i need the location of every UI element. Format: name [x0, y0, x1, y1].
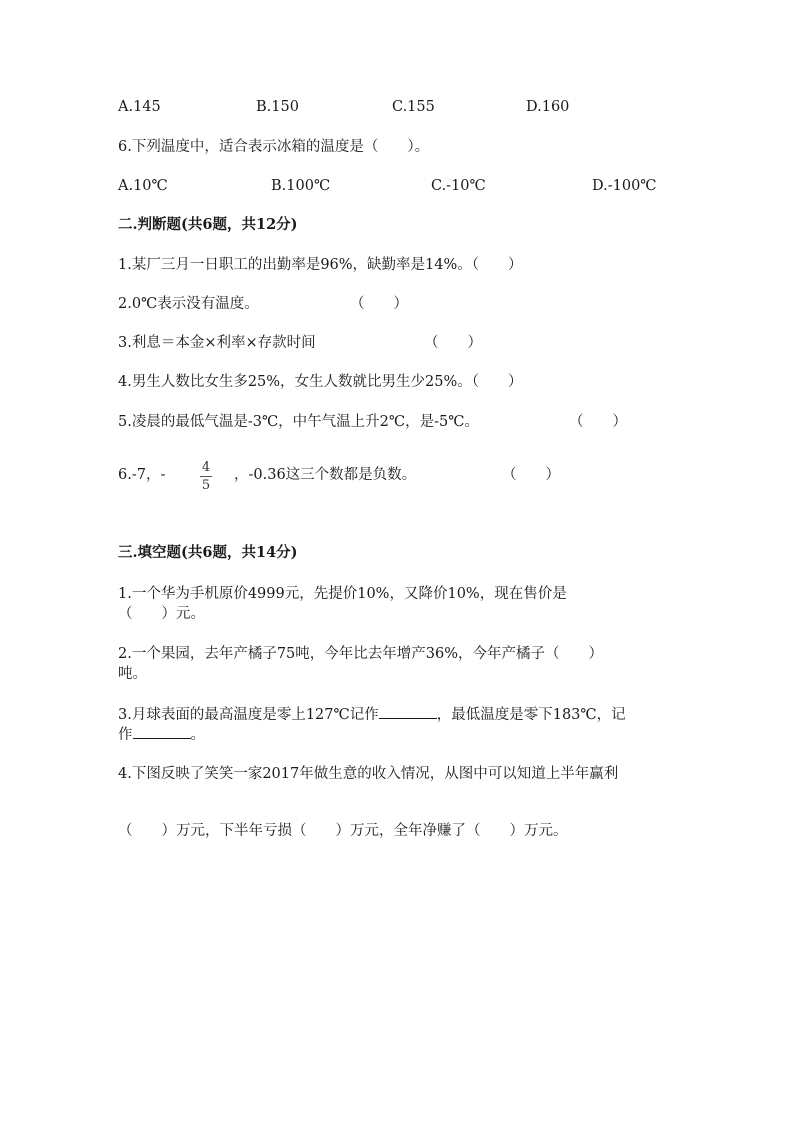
- fill-item-2-line-2: 吨。: [118, 666, 147, 682]
- section-title-fill-in: 三.填空题(共6题，共14分): [118, 544, 298, 561]
- fill-item-4-line-2: （ ）万元，下半年亏损（ ）万元，全年净赚了（ ）万元。: [118, 823, 568, 839]
- fraction-numerator: 4: [201, 460, 211, 475]
- fill-item-3-text-a: 3.月球表面的最高温度是零上127℃记作: [118, 707, 379, 723]
- q5-option-a: A.145: [118, 99, 161, 115]
- section-title-judgement: 二.判断题(共6题，共12分): [118, 216, 298, 233]
- judgement-item-4: 4.男生人数比女生多25%，女生人数就比男生少25%。（ ）: [118, 374, 523, 390]
- judgement-item-5: 5.凌晨的最低气温是-3℃，中午气温上升2℃，是-5℃。: [118, 414, 479, 430]
- q5-option-c: C.155: [392, 99, 435, 115]
- judgement-item-2: 2.0℃表示没有温度。: [118, 296, 259, 312]
- answer-blank[interactable]: [133, 724, 191, 739]
- judgement-item-2-answer-paren: （ ）: [350, 296, 408, 312]
- judgement-item-6-prefix: 6.-7，-: [118, 467, 166, 483]
- fill-item-3-text-c: 作: [118, 727, 133, 743]
- fill-item-2-line-1: 2.一个果园，去年产橘子75吨，今年比去年增产36%，今年产橘子（ ）: [118, 646, 604, 662]
- fill-item-1-line-2: （ ）元。: [118, 606, 205, 622]
- judgement-item-3: 3.利息＝本金×利率×存款时间: [118, 335, 316, 351]
- q5-option-b: B.150: [256, 99, 299, 115]
- fill-item-4-line-1: 4.下图反映了笑笑一家2017年做生意的收入情况，从图中可以知道上半年赢利: [118, 766, 619, 782]
- judgement-item-5-answer-paren: （ ）: [569, 414, 627, 430]
- fraction-four-fifths: [200, 460, 212, 493]
- q6-option-c: C.-10℃: [431, 178, 486, 194]
- fill-item-3-line-1: [118, 704, 626, 725]
- q6-option-d: D.-100℃: [592, 178, 657, 194]
- fraction-bar: [200, 476, 212, 477]
- judgement-item-6-suffix: ，-0.36这三个数都是负数。: [234, 467, 417, 483]
- fill-item-3-text-d: 。: [190, 727, 205, 743]
- q5-option-d: D.160: [526, 99, 570, 115]
- fill-item-3-text-b: ，最低温度是零下183℃，记: [436, 707, 626, 723]
- fill-item-3-line-2: [118, 724, 205, 745]
- fill-item-1-line-1: 1.一个华为手机原价4999元，先提价10%，又降价10%，现在售价是: [118, 586, 567, 602]
- answer-blank[interactable]: [379, 704, 437, 719]
- judgement-item-3-answer-paren: （ ）: [424, 335, 482, 351]
- judgement-item-1: 1.某厂三月一日职工的出勤率是96%，缺勤率是14%。（ ）: [118, 257, 523, 273]
- q6-option-b: B.100℃: [271, 178, 331, 194]
- fraction-denominator: 5: [201, 478, 211, 493]
- q6-stem: 6.下列温度中，适合表示冰箱的温度是（ ）。: [118, 139, 430, 155]
- q6-option-a: A.10℃: [118, 178, 168, 194]
- judgement-item-6-answer-paren: （ ）: [502, 467, 560, 483]
